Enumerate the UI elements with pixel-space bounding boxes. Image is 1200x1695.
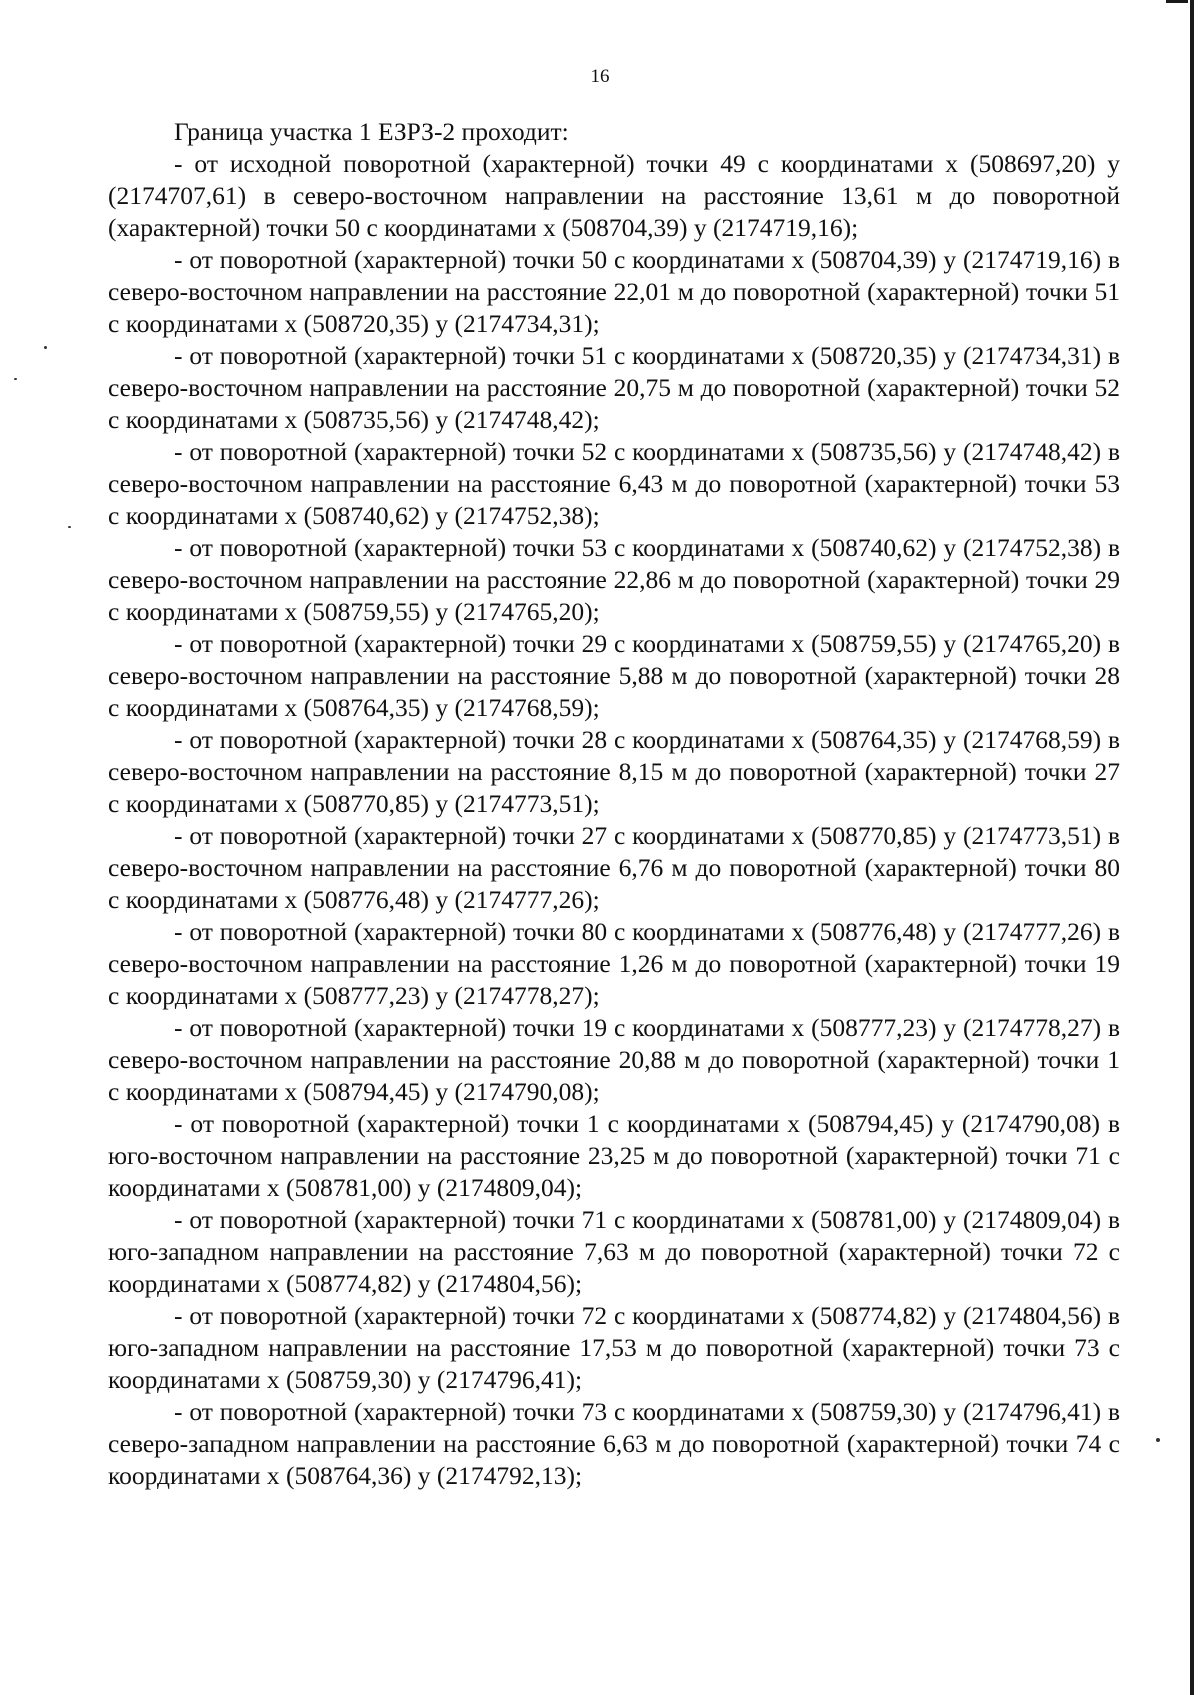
boundary-paragraph: - от поворотной (характерной) точки 80 с координатами x (508776,48) y (2174777,26) в северо-восточном направлении на расстояние 1,26 м до поворотной (характерной) точки 19 с координатами x (508777,23) y (2174778,27); (108, 917, 1120, 1010)
boundary-paragraph: - от поворотной (характерной) точки 29 с координатами x (508759,55) y (2174765,20) в северо-восточном направлении на расстояние 5,88 м до поворотной (характерной) точки 28 с координатами x (508764,35) y (2174768,59); (108, 629, 1120, 722)
boundary-paragraph: - от поворотной (характерной) точки 52 с координатами x (508735,56) y (2174748,42) в северо-восточном направлении на расстояние 6,43 м до поворотной (характерной) точки 53 с координатами x (508740,62) y (2174752,38); (108, 437, 1120, 530)
document-body (108, 116, 1120, 1492)
boundary-paragraph: - от поворотной (характерной) точки 28 с координатами x (508764,35) y (2174768,59) в северо-восточном направлении на расстояние 8,15 м до поворотной (характерной) точки 27 с координатами x (508770,85) y (2174773,51); (108, 725, 1120, 818)
scan-border-tick (1166, 0, 1188, 3)
section-heading: Граница участка 1 ЕЗРЗ-2 проходит: (174, 117, 569, 146)
boundary-paragraph: - от поворотной (характерной) точки 27 с координатами x (508770,85) y (2174773,51) в северо-восточном направлении на расстояние 6,76 м до поворотной (характерной) точки 80 с координатами x (508776,48) y (2174777,26); (108, 821, 1120, 914)
scan-speck (1156, 1438, 1160, 1442)
boundary-paragraph: - от исходной поворотной (характерной) точки 49 с координатами x (508697,20) y (2174707,61) в северо-восточном направлении на расстояние 13,61 м до поворотной (характерной) точки 50 с координатами x (508704,39) y (2174719,16); (108, 149, 1120, 242)
boundary-paragraph: - от поворотной (характерной) точки 51 с координатами x (508720,35) y (2174734,31) в северо-восточном направлении на расстояние 20,75 м до поворотной (характерной) точки 52 с координатами x (508735,56) y (2174748,42); (108, 341, 1120, 434)
page-number: 16 (590, 66, 610, 87)
scan-border-line (1190, 0, 1194, 1695)
boundary-paragraph: - от поворотной (характерной) точки 73 с координатами x (508759,30) y (2174796,41) в северо-западном направлении на расстояние 6,63 м до поворотной (характерной) точки 74 с координатами x (508764,36) y (2174792,13); (108, 1397, 1120, 1490)
scan-speck (44, 346, 47, 349)
boundary-paragraph: - от поворотной (характерной) точки 1 с координатами x (508794,45) y (2174790,08) в юго-восточном направлении на расстояние 23,25 м до поворотной (характерной) точки 71 с координатами x (508781,00) y (2174809,04); (108, 1109, 1120, 1202)
boundary-paragraph: - от поворотной (характерной) точки 50 с координатами x (508704,39) y (2174719,16) в северо-восточном направлении на расстояние 22,01 м до поворотной (характерной) точки 51 с координатами x (508720,35) y (2174734,31); (108, 245, 1120, 338)
boundary-paragraph: - от поворотной (характерной) точки 71 с координатами x (508781,00) y (2174809,04) в юго-западном направлении на расстояние 7,63 м до поворотной (характерной) точки 72 с координатами x (508774,82) y (2174804,56); (108, 1205, 1120, 1298)
scan-speck (14, 378, 17, 380)
boundary-paragraph: - от поворотной (характерной) точки 53 с координатами x (508740,62) y (2174752,38) в северо-восточном направлении на расстояние 22,86 м до поворотной (характерной) точки 29 с координатами x (508759,55) y (2174765,20); (108, 533, 1120, 626)
scan-speck (68, 526, 71, 528)
boundary-paragraph: - от поворотной (характерной) точки 19 с координатами x (508777,23) y (2174778,27) в северо-восточном направлении на расстояние 20,88 м до поворотной (характерной) точки 1 с координатами x (508794,45) y (2174790,08); (108, 1013, 1120, 1106)
boundary-paragraph: - от поворотной (характерной) точки 72 с координатами x (508774,82) y (2174804,56) в юго-западном направлении на расстояние 17,53 м до поворотной (характерной) точки 73 с координатами x (508759,30) y (2174796,41); (108, 1301, 1120, 1394)
